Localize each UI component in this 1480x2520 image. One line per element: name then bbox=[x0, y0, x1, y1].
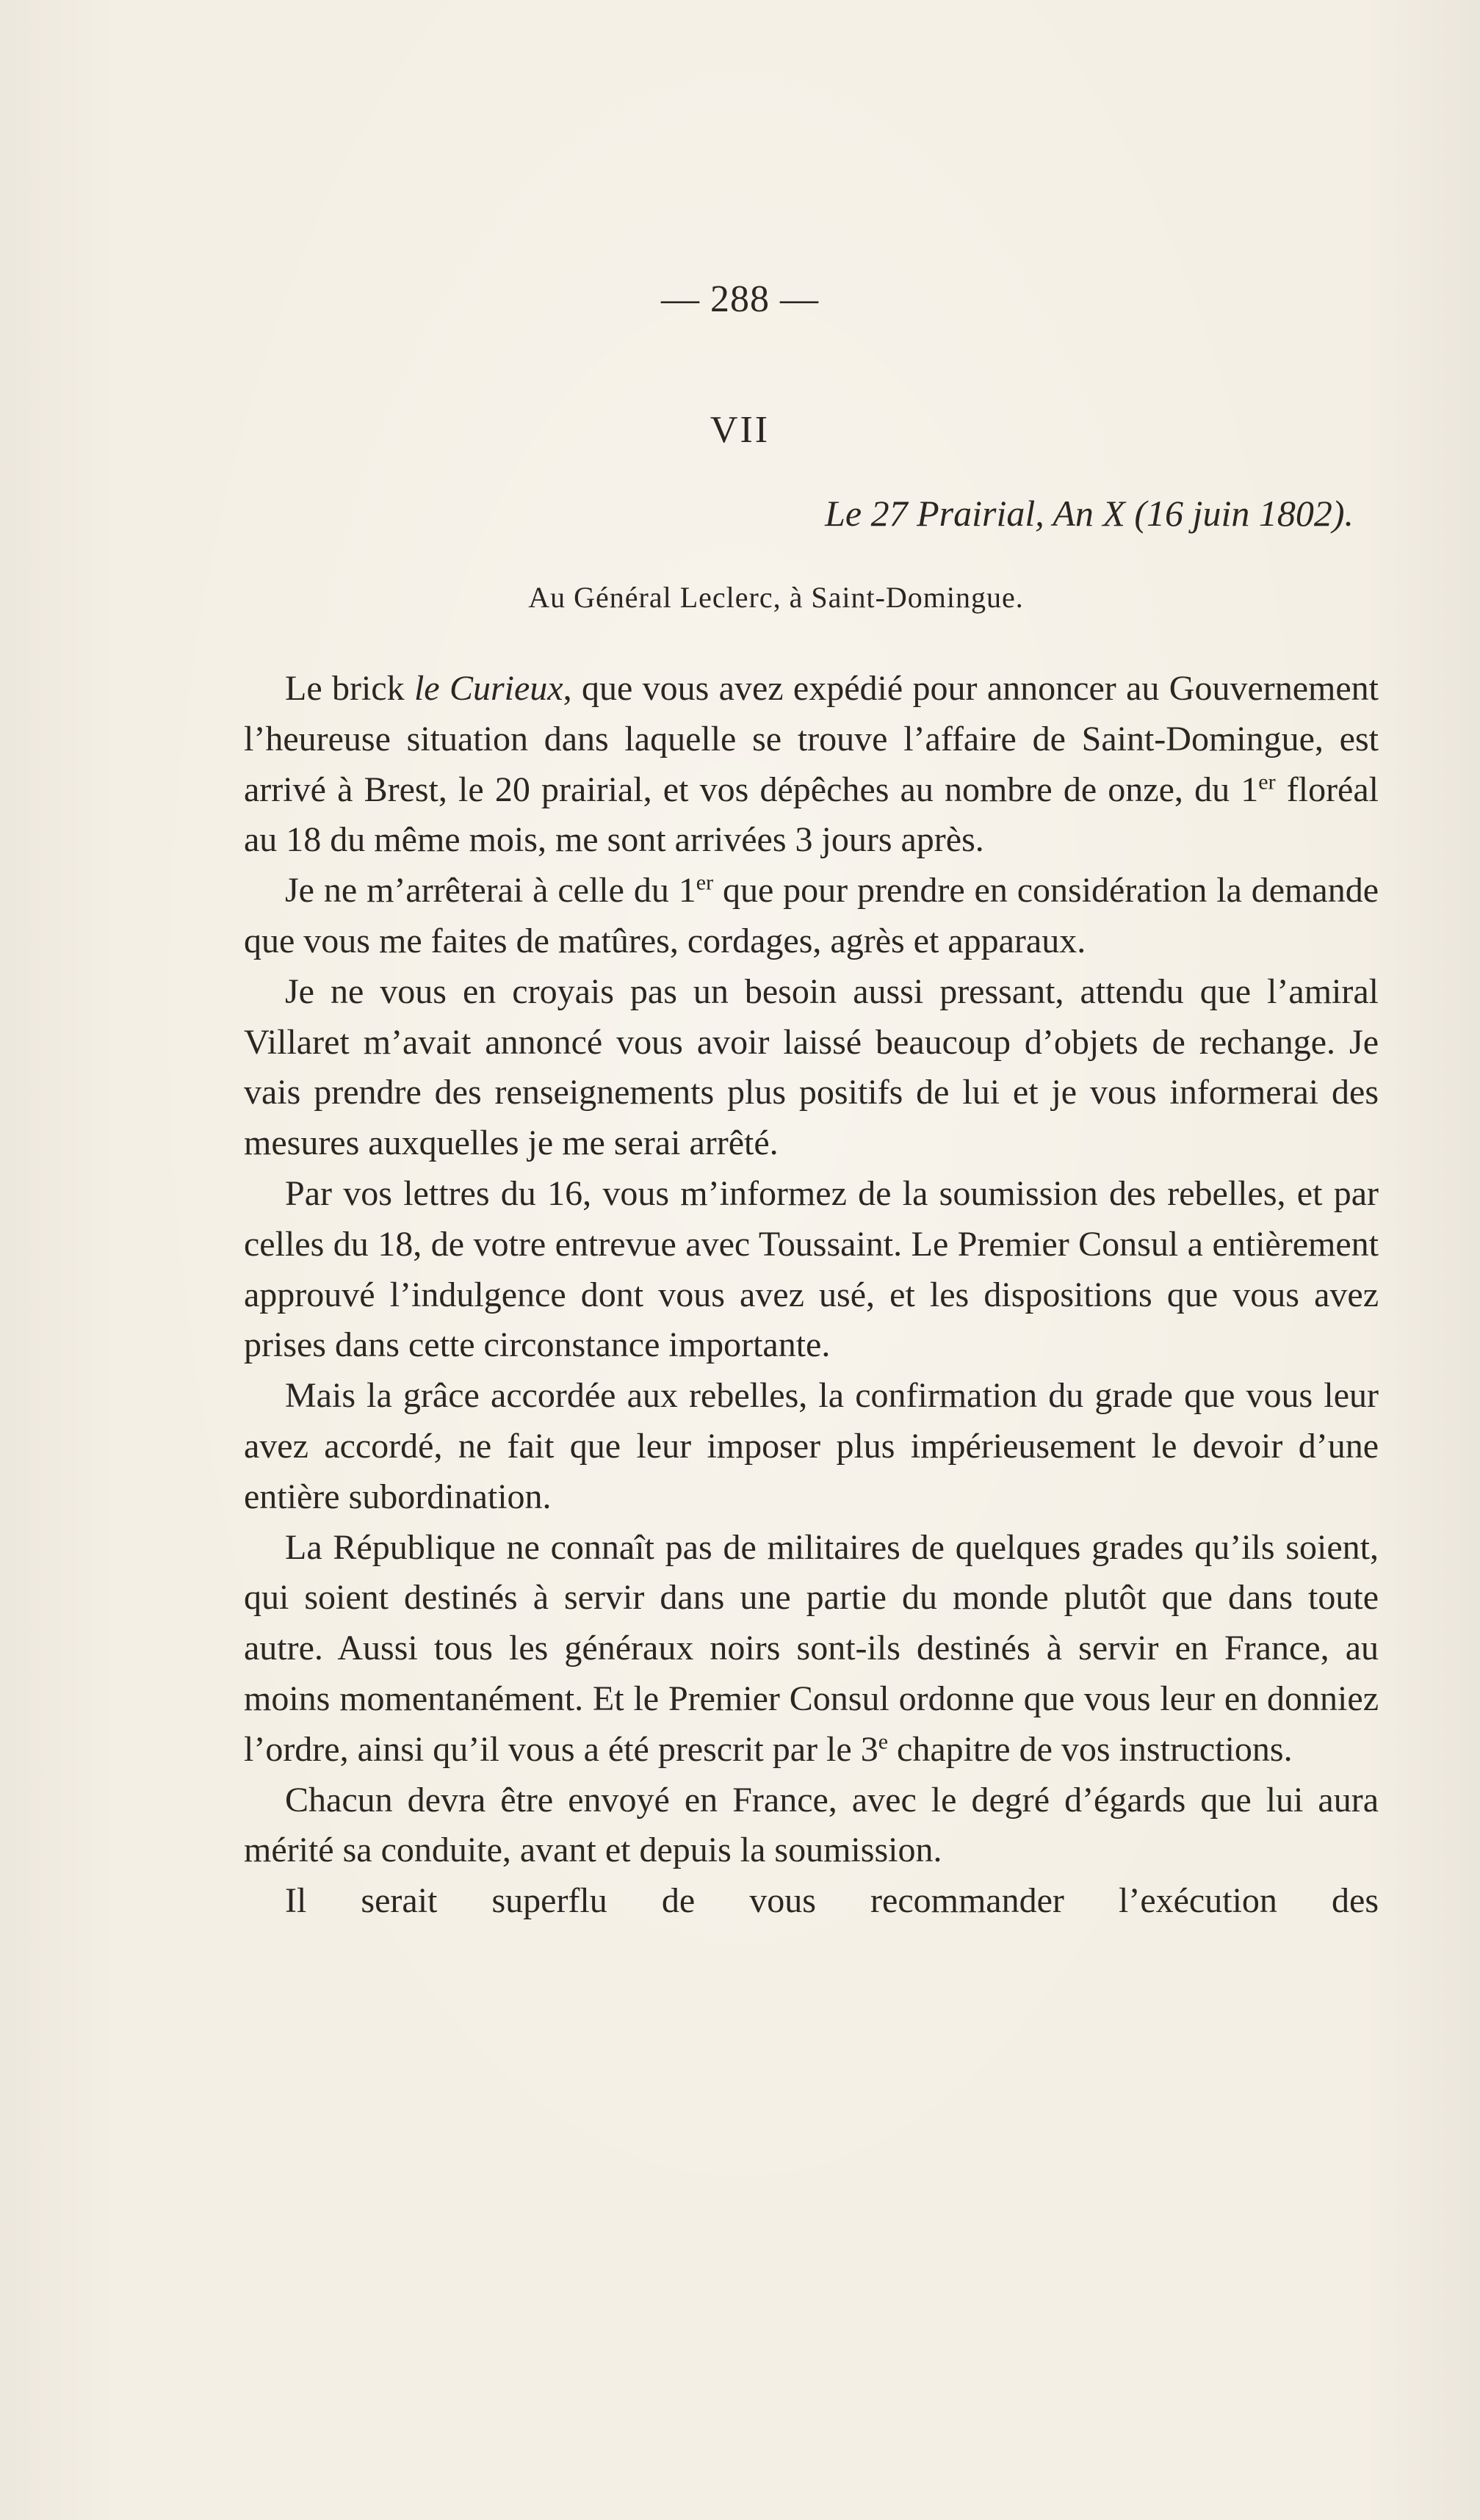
ordinal-superscript: er bbox=[1258, 770, 1276, 794]
paragraph-text: Je ne m’arrêterai à celle du 1 bbox=[285, 871, 696, 910]
paragraph-2 bbox=[244, 866, 1379, 967]
paragraph-text: 3 bbox=[860, 1729, 878, 1769]
ship-name: le Curieux bbox=[414, 669, 563, 708]
paragraph-text: chapitre de vos instructions. bbox=[888, 1729, 1293, 1769]
paragraph-text: que pour prendre en considération la demande que vous me faites de matûres, cordages, agrès et apparaux. bbox=[244, 871, 1379, 960]
ordinal-superscript: e bbox=[878, 1729, 889, 1754]
letter-body bbox=[244, 664, 1379, 1927]
paragraph-1 bbox=[244, 664, 1379, 866]
paragraph-text: , que vous avez expédié pour annoncer au Gouvernement l’heureuse situation dans laquelle se trouve l’affaire de Saint-Domingue, est arrivé à Brest, le 20 prairial, et vos dépêches au nombre de onze, du 1 bbox=[244, 669, 1379, 809]
paragraph-text: La République ne connaît pas de militaires de quelques grades qu’ils soient, qui soient destinés à servir dans une partie du monde plutôt que dans toute autre. Aussi tous les généraux noirs sont-ils destinés à servir en France, au moins momentanément. Et le Premier Consul ordonne que vous leur en donniez l’ordre, ainsi qu’il vous a été prescrit par le bbox=[244, 1527, 1379, 1769]
ordinal-superscript: er bbox=[696, 870, 714, 895]
paragraph-4: Par vos lettres du 16, vous m’informez de la soumission des rebelles, et par celles du 18, de votre entrevue avec Toussaint. Le Premier Consul a entièrement approuvé l’indulgence dont vous avez usé, et les dispositions que vous avez prises dans cette circonstance importante. bbox=[244, 1173, 1379, 1365]
paragraph-7: Chacun devra être envoyé en France, avec le degré d’égards que lui aura mérité sa conduite, avant et depuis la soumission. bbox=[244, 1780, 1379, 1870]
paragraph-8: Il serait superflu de vous recommander l’exécution des bbox=[285, 1881, 1379, 1921]
paragraph-3: Je ne vous en croyais pas un besoin aussi pressant, attendu que l’amiral Villaret m’avait annoncé vous avoir laissé beaucoup d’objets de rechange. Je vais prendre des renseignements plus positifs de lui et je vous informerai des mesures auxquelles je me serai arrêté. bbox=[244, 971, 1379, 1163]
paragraph-5: Mais la grâce accordée aux rebelles, la confirmation du grade que vous leur avez accordé, ne fait que leur imposer plus impérieusement le devoir d’une entière subordination. bbox=[244, 1376, 1379, 1516]
page-number: — 288 — bbox=[661, 278, 819, 320]
paragraph-6 bbox=[244, 1523, 1379, 1775]
chapter-heading: VII bbox=[710, 409, 770, 451]
letter-addressee: Au Général Leclerc, à Saint-Domingue. bbox=[528, 581, 1024, 614]
letter-dateline: Le 27 Prairial, An X (16 juin 1802). bbox=[825, 493, 1354, 534]
paragraph-text: Le brick bbox=[285, 669, 414, 708]
paragraph-text: floréal au 18 du même mois, me sont arrivées 3 jours après. bbox=[244, 770, 1379, 860]
